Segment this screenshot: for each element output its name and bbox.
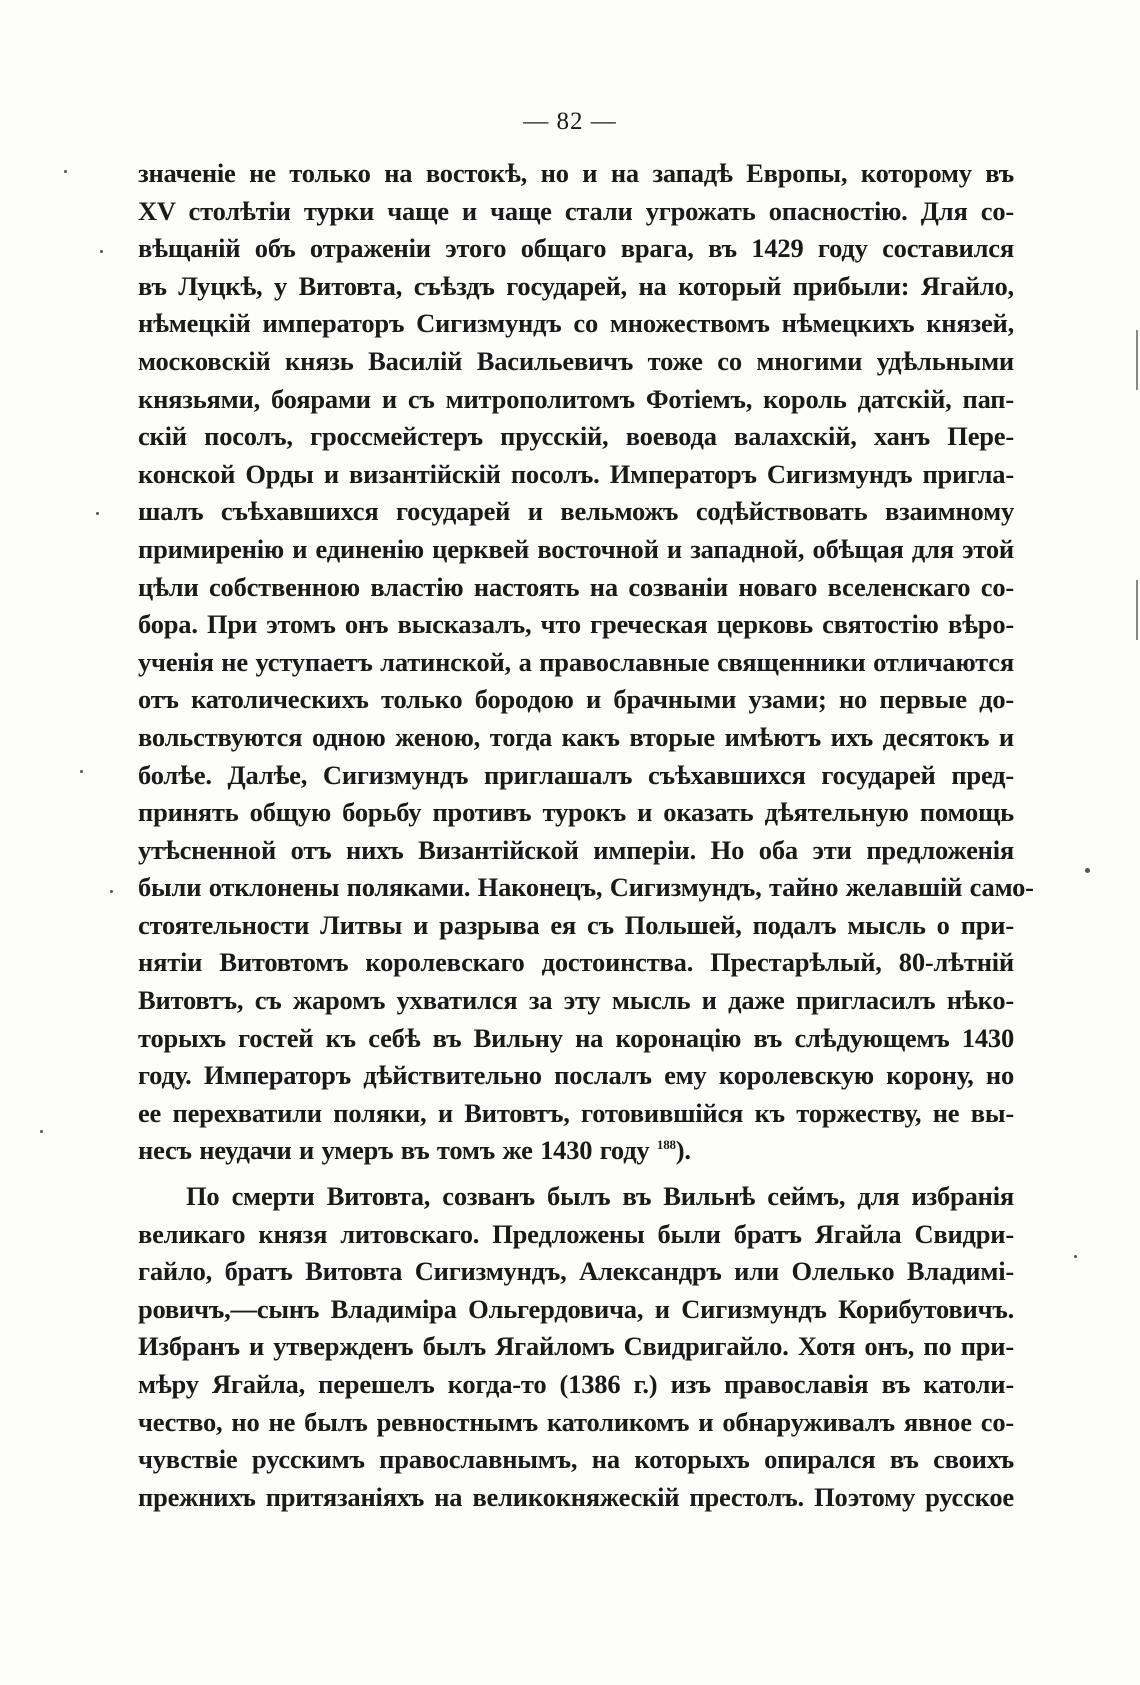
paragraph-1 [138,155,1034,1170]
text-line: чувствіе русскимъ православнымъ, на которыхъ опирался въ своихъ [138,1444,1014,1475]
text-line: ровичъ,—сынъ Владиміра Ольгердовича, и Сигизмундъ Корибутовичъ. [138,1293,1014,1324]
text-line: были отклонены поляками. Наконецъ, Сигизмундъ, тайно желавшій само- [138,872,1034,903]
text-line: значеніе не только на востокѣ, но и на западѣ Европы, которому въ [138,158,1014,188]
text-line: чество, но не былъ ревностнымъ католикомъ и обнаруживалъ явное со- [138,1406,1014,1437]
text-line: нятіи Витовтомъ королевскаго достоинства. Престарѣлый, 80-лѣтній [138,947,1014,978]
text-line: бора. При этомъ онъ высказалъ, что греческая церковь святостію вѣро- [138,609,1014,640]
text-line: великаго князя литовскаго. Предложены были братъ Ягайла Свидри- [138,1218,1014,1249]
scan-speck [80,770,83,773]
scan-speck [96,512,99,515]
text-line: конской Орды и византійскій посолъ. Императоръ Сигизмундъ пригла- [138,458,1014,489]
text-line: нѣмецкій императоръ Сигизмундъ со множествомъ нѣмецкихъ князей, [138,308,1014,339]
text-line: прежнихъ притязаніяхъ на великокняжескій престолъ. Поэтому русское [138,1481,1014,1512]
footnote-ref[interactable]: 188 [656,1137,676,1153]
page-number: — 82 — [523,108,617,135]
text-line: отъ католическихъ только бородою и брачными узами; но первые до- [138,684,1014,715]
text-line: Избранъ и утвержденъ былъ Ягайломъ Свидригайло. Хотя онъ, по при- [138,1331,1014,1362]
scan-speck [110,890,113,893]
text-line: московскій князь Василій Васильевичъ тоже со многими удѣльными [138,345,1014,376]
text-line: Витовтъ, съ жаромъ ухватился за эту мысль и даже пригласилъ нѣко- [138,985,1014,1016]
scan-edge [1136,580,1138,640]
scan-speck [64,170,67,173]
text-line-last [138,1132,1014,1170]
text-line: примиренію и единенію церквей восточной и западной, обѣщая для этой [138,533,1014,564]
text-line: стоятельности Литвы и разрыва ея съ Польшей, подалъ мысль о при- [138,909,1014,940]
text-line: По смерти Витовта, созванъ былъ въ Вильнѣ сеймъ, для избранія [186,1181,1014,1212]
text-line: скій посолъ, гроссмейстеръ прусскій, воевода валахскій, ханъ Пере- [138,421,1014,452]
text-line: принять общую борьбу противъ турокъ и оказать дѣятельную помощь [138,797,1014,828]
text-line: году. Императоръ дѣйствительно послалъ ему королевскую корону, но [138,1060,1014,1091]
last-line-text: несъ неудачи и умеръ въ томъ же 1430 году [138,1135,657,1166]
scan-edge [1136,330,1138,390]
scan-speck [40,1130,43,1133]
scan-speck [1085,868,1090,873]
text-line: ученія не уступаетъ латинской, а православные священники отличаются [138,646,1014,677]
text-line: болѣе. Далѣе, Сигизмундъ приглашалъ съѣхавшихся государей пред- [138,759,1014,790]
scan-speck [1074,1255,1077,1258]
text-line: утѣсненной отъ нихъ Византійской имперіи. Но оба эти предложенія [138,834,1014,865]
text-line: гайло, братъ Витовта Сигизмундъ, Александръ или Олелько Владимі- [138,1256,1014,1287]
text-line: шалъ съѣхавшихся государей и вельможъ содѣйствовать взаимному [138,496,1014,527]
text-line: вѣщаній объ отраженіи этого общаго врага, въ 1429 году составился [138,233,1014,264]
scan-speck [100,250,103,253]
text-line: ее перехватили поляки, и Витовтъ, готовившійся къ торжеству, не вы- [138,1097,1014,1128]
text-line: цѣли собственною властію настоять на созваніи новаго вселенскаго со- [138,571,1014,602]
body-text [138,155,1034,1516]
text-line: мѣру Ягайла, перешелъ когда-то (1386 г.) изъ православія въ католи- [138,1369,1014,1399]
text-line: вольствуются одною женою, тогда какъ вторые имѣютъ ихъ десятокъ и [138,721,1014,752]
last-line-tail: ). [675,1135,691,1166]
text-line: торыхъ гостей къ себѣ въ Вильну на коронацію въ слѣдующемъ 1430 [138,1022,1014,1053]
text-line: князьями, боярами и съ митрополитомъ Фотіемъ, король датскій, пап- [138,383,1014,414]
text-line: въ Луцкѣ, у Витовта, съѣздъ государей, на который прибыли: Ягайло, [138,270,1014,301]
text-line: XV столѣтіи турки чаще и чаще стали угрожать опасностію. Для со- [138,195,1014,226]
paragraph-2 [138,1178,1014,1516]
